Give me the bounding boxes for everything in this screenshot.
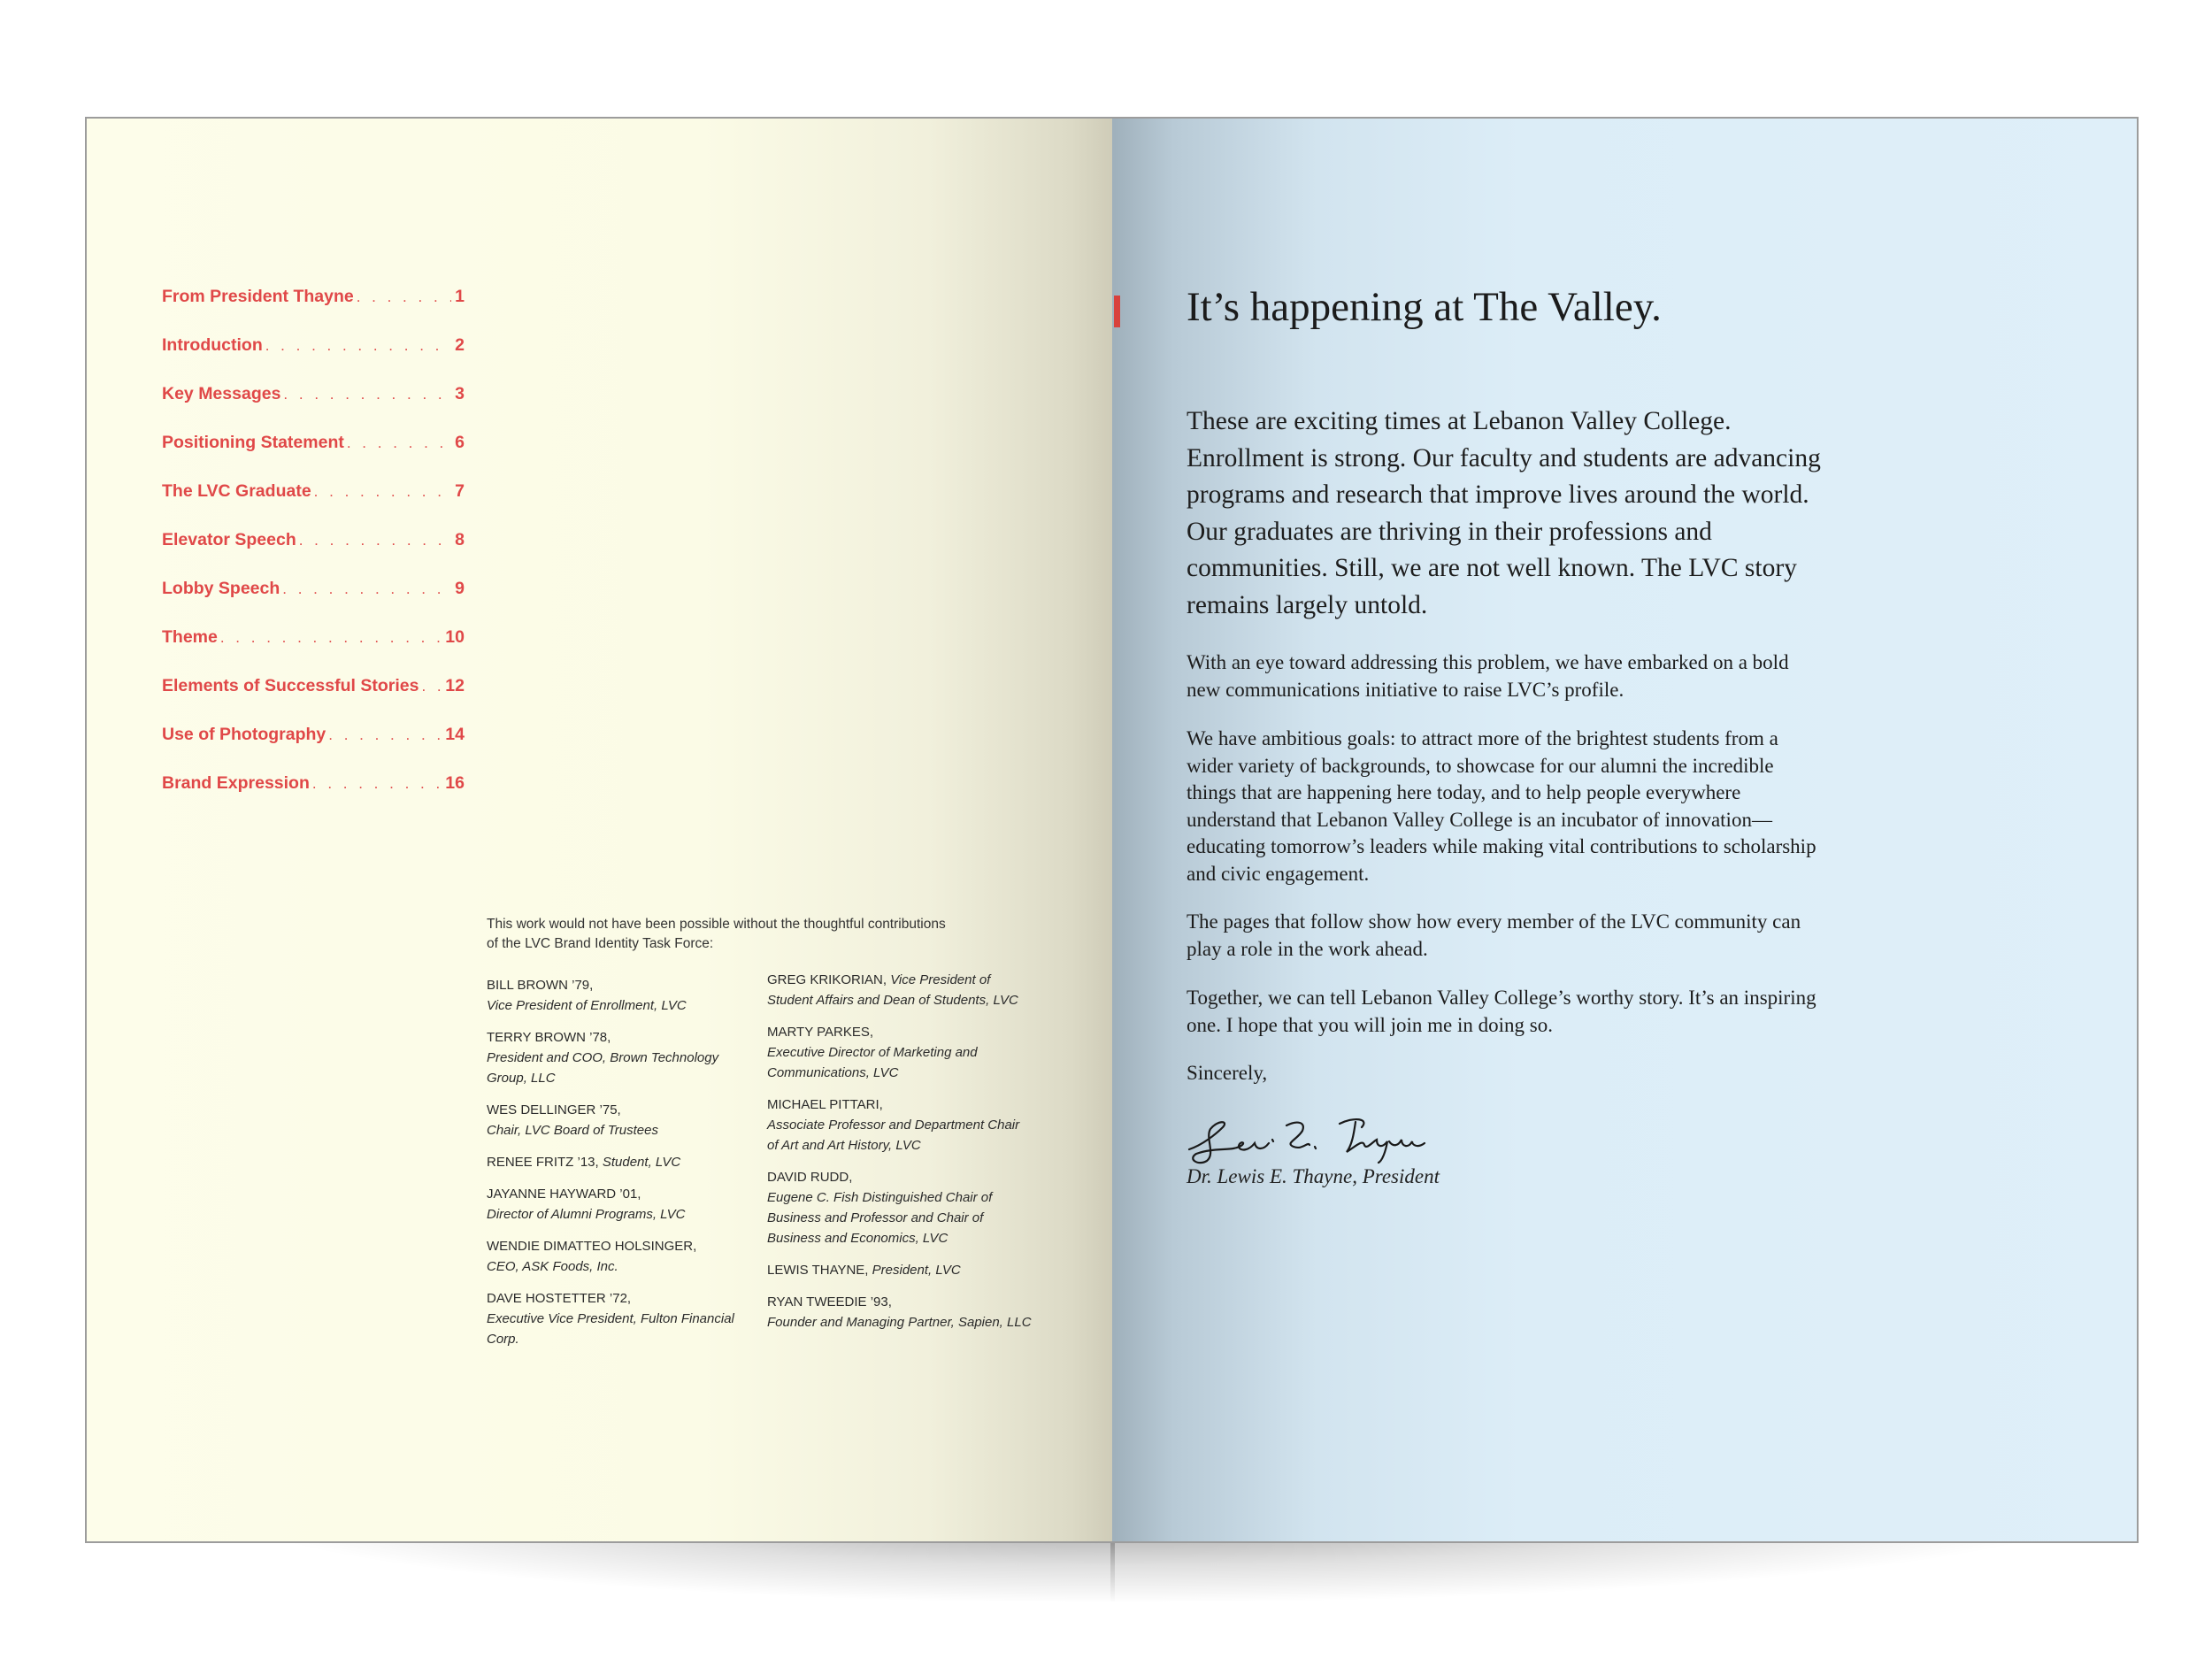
toc-page: 16 — [445, 773, 465, 793]
credit-role: Founder and Managing Partner, Sapien, LLC — [767, 1315, 1032, 1330]
toc-label: Theme — [162, 627, 218, 647]
credit-name: GREG KRIKORIAN, — [767, 972, 887, 987]
toc-item[interactable] — [162, 579, 465, 627]
toc-item[interactable] — [162, 335, 465, 384]
toc-label: Elevator Speech — [162, 530, 296, 549]
toc-leader — [265, 337, 451, 355]
credits-column-2 — [767, 970, 1033, 1344]
left-page — [87, 119, 1112, 1541]
toc-page: 2 — [455, 335, 465, 355]
credits-intro: This work would not have been possible without the thoughtful contributions of the LVC Brand Identity Task Force: — [487, 917, 946, 951]
credit-name: JAYANNE HAYWARD ’01, — [487, 1187, 641, 1202]
toc-leader — [282, 580, 451, 598]
toc-leader — [314, 483, 451, 501]
credit-role: CEO, ASK Foods, Inc. — [487, 1259, 618, 1274]
credit-name: TERRY BROWN ’78, — [487, 1030, 611, 1045]
toc-label: The LVC Graduate — [162, 481, 311, 501]
toc-label: Introduction — [162, 335, 263, 355]
letter-closing: Sincerely, — [1187, 1062, 1268, 1084]
credit-entry — [767, 1022, 1033, 1083]
toc-item[interactable] — [162, 433, 465, 481]
credits-column-1 — [487, 975, 752, 1361]
toc-page: 10 — [445, 627, 465, 647]
credit-entry — [767, 1260, 1033, 1280]
letter-paragraph-3: The pages that follow show how every member of the LVC community can play a role in the work ahead. — [1187, 910, 1801, 960]
toc-leader — [220, 629, 442, 647]
toc-label: Positioning Statement — [162, 433, 344, 452]
credit-role: Student, LVC — [602, 1155, 681, 1170]
credit-entry — [487, 1027, 752, 1088]
credit-name: DAVE HOSTETTER ’72, — [487, 1291, 632, 1306]
credit-entry — [767, 1094, 1033, 1156]
toc-leader — [299, 532, 451, 549]
credit-entry — [487, 1152, 752, 1172]
letter-lead-paragraph: These are exciting times at Lebanon Valley College. Enrollment is strong. Our faculty and students are advancing programs and research that improve lives around the world. Our graduates are thriving in their professions and communities. Still, we are not well known. The LVC story remains largely untold. — [1187, 407, 1821, 619]
toc-page: 1 — [455, 287, 465, 306]
toc-leader — [328, 726, 442, 744]
toc-page: 3 — [455, 384, 465, 403]
toc-label: Lobby Speech — [162, 579, 280, 598]
credit-entry — [487, 1236, 752, 1277]
toc-page: 7 — [455, 481, 465, 501]
toc-leader — [421, 678, 442, 695]
toc-label: Use of Photography — [162, 725, 326, 744]
credit-entry — [487, 975, 752, 1016]
credit-name: MICHAEL PITTARI, — [767, 1097, 883, 1112]
toc-item[interactable] — [162, 384, 465, 433]
letter-paragraph-2: We have ambitious goals: to attract more of the brightest students from a wider variety of backgrounds, to showcase for our alumni the incredible things that are happening here today, and to help people everywhere understand that Lebanon Valley College is an incubator of innovation—educating tomorrow’s leaders while making vital contributions to scholarship and civic engagement. — [1187, 727, 1816, 885]
toc-page: 14 — [445, 725, 465, 744]
toc-item[interactable] — [162, 725, 465, 773]
credit-name: LEWIS THAYNE, — [767, 1263, 869, 1278]
credit-entry — [767, 970, 1033, 1010]
signature-image — [1180, 1101, 1428, 1171]
toc-label: Brand Expression — [162, 773, 310, 793]
toc-label: Key Messages — [162, 384, 281, 403]
credit-role: Director of Alumni Programs, LVC — [487, 1207, 686, 1222]
credit-name: WES DELLINGER ’75, — [487, 1102, 621, 1118]
credit-role: Chair, LVC Board of Trustees — [487, 1123, 658, 1138]
credit-role: President, LVC — [872, 1263, 961, 1278]
toc-label: Elements of Successful Stories — [162, 676, 419, 695]
toc-leader — [347, 434, 451, 452]
credit-role: Eugene C. Fish Distinguished Chair of Business and Professor and Chair of Business and Economics, LVC — [767, 1190, 993, 1246]
toc-item[interactable] — [162, 627, 465, 676]
credit-name: BILL BROWN ’79, — [487, 978, 594, 993]
credit-role: Associate Professor and Department Chair of Art and Art History, LVC — [767, 1118, 1020, 1153]
credit-role: Executive Director of Marketing and Communications, LVC — [767, 1045, 978, 1080]
accent-bar — [1114, 296, 1120, 327]
toc-item[interactable] — [162, 287, 465, 335]
toc-item[interactable] — [162, 481, 465, 530]
toc-page: 9 — [455, 579, 465, 598]
credit-name: RENEE FRITZ ’13, — [487, 1155, 599, 1170]
credit-role: Vice President of Student Affairs and Dean of Students, LVC — [767, 972, 1018, 1008]
toc-page: 6 — [455, 433, 465, 452]
credit-entry — [767, 1167, 1033, 1248]
brochure-spread — [85, 117, 2139, 1543]
credit-name: RYAN TWEEDIE ’93, — [767, 1294, 892, 1310]
credit-entry — [487, 1288, 752, 1349]
toc-item[interactable] — [162, 773, 465, 822]
toc-item[interactable] — [162, 676, 465, 725]
credit-entry — [487, 1184, 752, 1225]
toc-page: 8 — [455, 530, 465, 549]
credit-name: MARTY PARKES, — [767, 1025, 874, 1040]
toc-item[interactable] — [162, 530, 465, 579]
table-of-contents — [162, 287, 465, 822]
letter-paragraph-4: Together, we can tell Lebanon Valley College’s worthy story. It’s an inspiring one. I hope that you will join me in doing so. — [1187, 987, 1816, 1036]
letter-paragraph-1: With an eye toward addressing this problem, we have embarked on a bold new communications initiative to raise LVC’s profile. — [1187, 651, 1789, 701]
credit-role: President and COO, Brown Technology Group, LLC — [487, 1050, 719, 1086]
toc-page: 12 — [445, 676, 465, 695]
toc-label: From President Thayne — [162, 287, 354, 306]
credit-role: Vice President of Enrollment, LVC — [487, 998, 687, 1013]
toc-leader — [283, 386, 451, 403]
toc-leader — [357, 288, 451, 306]
credit-name: DAVID RUDD, — [767, 1170, 853, 1185]
credit-entry — [767, 1292, 1033, 1333]
signature-name: Dr. Lewis E. Thayne, President — [1187, 1165, 1440, 1187]
credit-entry — [487, 1100, 752, 1141]
toc-leader — [312, 775, 442, 793]
letter-headline: It’s happening at The Valley. — [1187, 284, 1662, 330]
credit-name: WENDIE DIMATTEO HOLSINGER, — [487, 1239, 697, 1254]
credit-role: Executive Vice President, Fulton Financial Corp. — [487, 1311, 734, 1347]
